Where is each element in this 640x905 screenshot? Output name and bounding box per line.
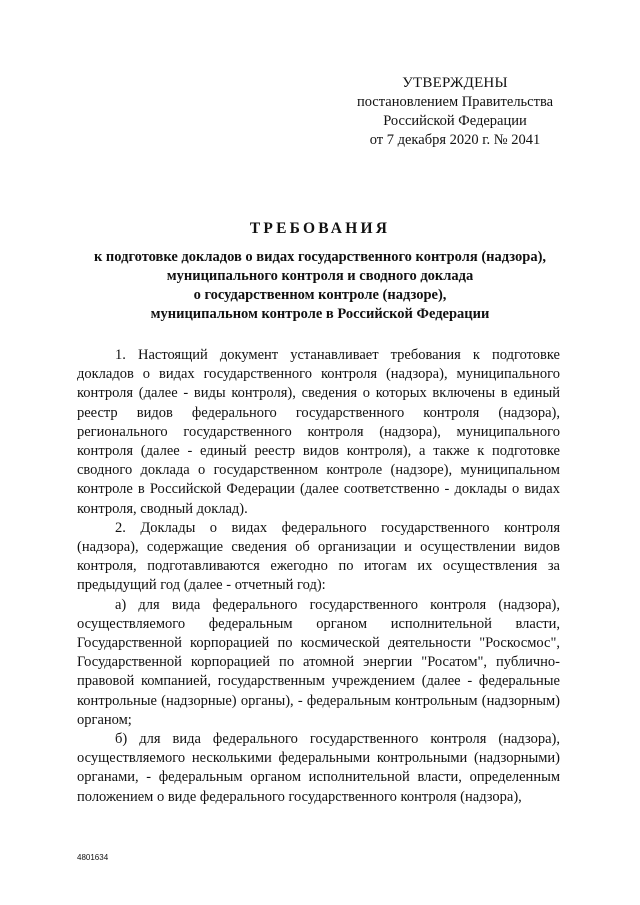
document-subtitle	[60, 248, 580, 324]
approval-line-1: постановлением Правительства	[356, 94, 554, 110]
subtitle-line: к подготовке докладов о видах государственного контроля (надзора),	[93, 249, 547, 265]
paragraph-2: 2. Доклады о видах федерального государственного контроля (надзора), содержащие сведения об организации и осуществлении видов контроля, подготавливаются ежегодно по итогам их осуществления за предыдущий год (далее - отчетный год):	[77, 519, 560, 594]
paragraph-2b: б) для вида федерального государственного контроля (надзора), осуществляемого несколькими федеральными контрольными (надзорными) органами, - федеральным органом исполнительной власти, определенным положением о виде федерального государственного контроля (надзора),	[77, 731, 560, 805]
approval-line-2: Российской Федерации	[383, 113, 527, 129]
document-body	[77, 346, 560, 807]
document-code: 4801634	[77, 853, 109, 862]
document-title: ТРЕБОВАНИЯ	[249, 220, 391, 237]
subtitle-line: муниципальном контроле в Российской Федерации	[150, 306, 490, 322]
subtitle-line: о государственном контроле (надзоре),	[193, 287, 447, 303]
approval-stamp	[330, 74, 580, 150]
approval-line-3: от 7 декабря 2020 г. № 2041	[369, 132, 541, 148]
paragraph-1: 1. Настоящий документ устанавливает требования к подготовке докладов о видах государственного контроля (надзора), муниципального контроля (далее - виды контроля), сведения о которых включены в единый реестр видов федерального государственного контроля (надзора), регионального государственного контроля (надзора), муниципального контроля (далее - единый реестр видов контроля), а также к подготовке сводного доклада о государственном контроле (надзоре), муниципальном контроле в Российской Федерации (далее соответственно - доклады о видах контроля, сводный доклад).	[77, 347, 560, 517]
paragraph-2a: а) для вида федерального государственного контроля (надзора), осуществляемого федеральным органом исполнительной власти, Государственной корпорацией по космической деятельности "Роскосмос", Государственной корпорацией по атомной энергии "Росатом", публично-правовой компанией, государственным учреждением (далее - федеральные контрольные (надзорные) органы), - федеральным контрольным (надзорным) органом;	[77, 596, 560, 728]
approval-title: УТВЕРЖДЕНЫ	[402, 75, 508, 91]
subtitle-line: муниципального контроля и сводного доклада	[166, 268, 474, 284]
